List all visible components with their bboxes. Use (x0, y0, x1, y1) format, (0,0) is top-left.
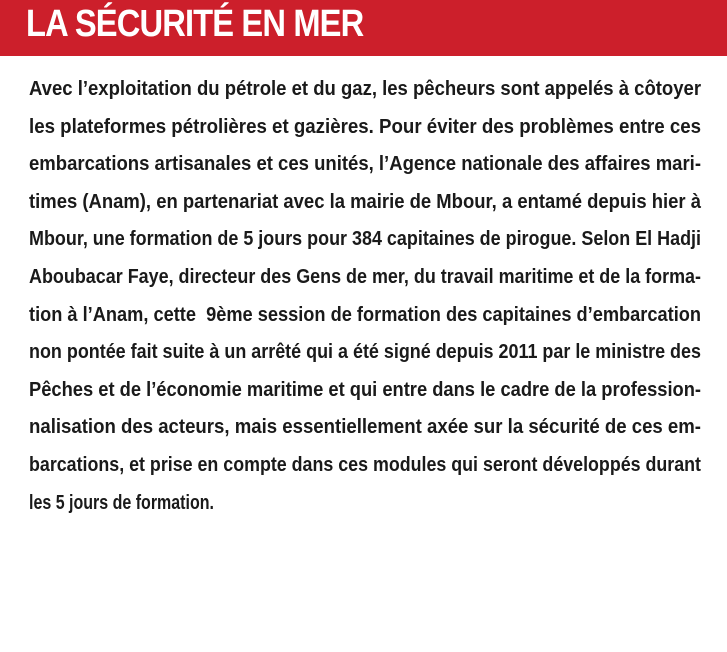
article-line: barcations, et prise en compte dans ces modules qui seront développés durant (29, 453, 701, 476)
header-band (0, 0, 727, 56)
article-line: les 5 jours de formation. (29, 491, 214, 514)
article-line: Mbour, une formation de 5 jours pour 384 capitaines de pirogue. Selon El Hadji (29, 228, 702, 251)
article-line: Pêches et de l’économie maritime et qui entre dans le cadre de la profession- (29, 378, 702, 401)
article-title: LA SÉCURITÉ EN MER (26, 3, 364, 45)
article-line: embarcations artisanales et ces unités, l’Agence nationale des affaires mari- (29, 153, 702, 176)
article-line: Aboubacar Faye, directeur des Gens de mer, du travail maritime et de la forma- (29, 265, 701, 288)
article-line: nalisation des acteurs, mais essentiellement axée sur la sécurité de ces em- (29, 416, 701, 439)
article-body (29, 71, 701, 522)
article-line: non pontée fait suite à un arrêté qui a été signé depuis 2011 par le ministre des (29, 341, 701, 364)
article-line: Avec l’exploitation du pétrole et du gaz, les pêcheurs sont appelés à côtoyer (29, 78, 702, 100)
article-line: times (Anam), en partenariat avec la mairie de Mbour, a entamé depuis hier à (29, 190, 701, 213)
article-line: les plateformes pétrolières et gazières. Pour éviter des problèmes entre ces (29, 115, 702, 138)
article-line: tion à l’Anam, cette 9ème session de formation des capitaines d’embarcation (29, 303, 702, 326)
